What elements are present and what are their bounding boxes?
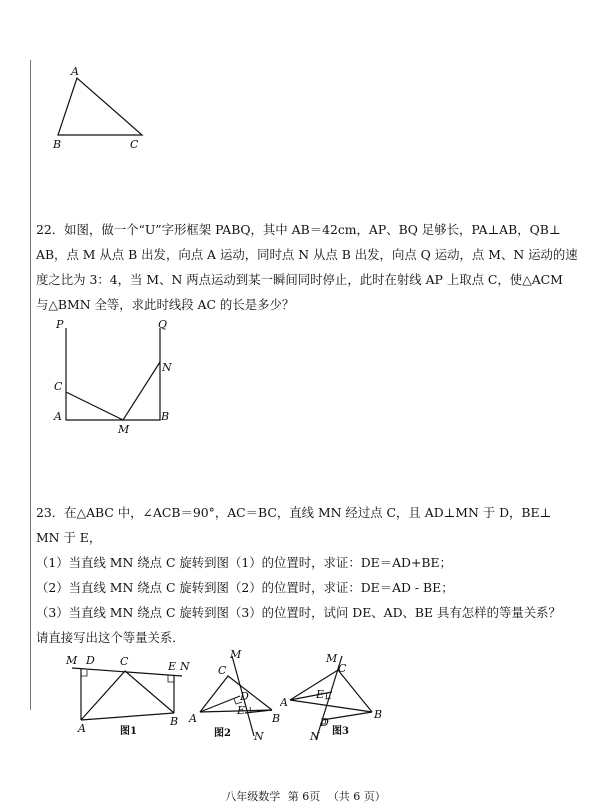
label-b: B: [161, 410, 170, 423]
label-b: B: [53, 138, 62, 151]
q22-line-2: AB，点 M 从点 B 出发，向点 A 运动，同时点 N 从点 B 出发，向点 Q 运动，点 M、N 运动的速: [36, 247, 578, 262]
figure-1: [64, 650, 204, 740]
fig2-label-b: B: [272, 712, 281, 725]
label-a: A: [54, 410, 62, 423]
fig2-label-a: A: [189, 712, 197, 725]
fig3-label-n: N: [310, 730, 320, 743]
question-22: [36, 217, 591, 317]
fig1-label-e: E: [168, 660, 177, 673]
q23-line-4: （2）当直线 MN 绕点 C 旋转到图（2）的位置时，求证：DE＝AD - BE；: [36, 580, 454, 595]
q23-line-6: 请直接写出这个等量关系．: [36, 630, 185, 645]
fig3-label-c: C: [338, 662, 347, 675]
fig2-label-n: N: [254, 730, 264, 743]
fig2-label-m: M: [230, 648, 242, 661]
fig3-label-d: D: [320, 716, 329, 729]
label-a: A: [71, 65, 79, 78]
page-footer: [0, 788, 611, 804]
footer-subject: 八年级数学: [225, 790, 281, 803]
fig3-label-b: B: [374, 708, 383, 721]
fig1-label-b: B: [170, 715, 179, 728]
fig1-label-n: N: [180, 660, 190, 673]
fig2-caption: 图2: [214, 728, 231, 739]
q23-line-1: 23．在△ABC 中，∠ACB＝90°，AC＝BC，直线 MN 经过点 C，且 AD⊥MN 于 D，BE⊥: [36, 505, 552, 520]
fig3-caption: 图3: [332, 726, 349, 737]
q23-line-5: （3）当直线 MN 绕点 C 旋转到图（3）的位置时，试问 DE、AD、BE 具有怎样的等量关系？: [36, 605, 561, 620]
label-p: P: [56, 318, 64, 331]
label-q: Q: [158, 318, 168, 331]
label-m: M: [118, 423, 130, 436]
fig1-caption: 图1: [120, 726, 137, 737]
fig2-label-e: E: [237, 704, 246, 717]
q23-line-2: MN 于 E，: [36, 530, 102, 545]
fig1-label-d: D: [86, 654, 95, 667]
label-c: C: [54, 380, 63, 393]
label-c: C: [130, 138, 139, 151]
fig2-label-d: D: [240, 690, 249, 703]
footer-total: （共 6 页）: [327, 790, 386, 803]
figure-3: [280, 650, 392, 744]
fig3-label-e: E: [316, 688, 325, 701]
u-frame-figure: [48, 316, 188, 436]
triangle-abc-figure: [44, 60, 164, 155]
label-n: N: [162, 361, 172, 374]
q22-line-4: 与△BMN 全等，求此时线段 AC 的长是多少？: [36, 297, 295, 312]
fig3-label-a: A: [280, 696, 288, 709]
fig2-label-c: C: [218, 664, 227, 677]
question-23: [36, 500, 591, 650]
q23-line-3: （1）当直线 MN 绕点 C 旋转到图（1）的位置时，求证：DE＝AD+BE；: [36, 555, 452, 570]
q22-line-3: 度之比为 3：4，当 M、N 两点运动到某一瞬间同时停止，此时在射线 AP 上取点 C，使△ACM: [36, 272, 563, 287]
binding-margin-line: [30, 60, 31, 710]
footer-page: 第 6页: [287, 790, 321, 803]
q22-line-1: 22．如图，做一个“U”字形框架 PABQ，其中 AB＝42cm，AP、BQ 足够长，PA⊥AB，QB⊥: [36, 222, 561, 237]
fig1-label-c: C: [120, 655, 129, 668]
fig1-label-a: A: [78, 722, 86, 735]
fig1-label-m: M: [66, 654, 78, 667]
fig3-label-m: M: [326, 652, 338, 665]
